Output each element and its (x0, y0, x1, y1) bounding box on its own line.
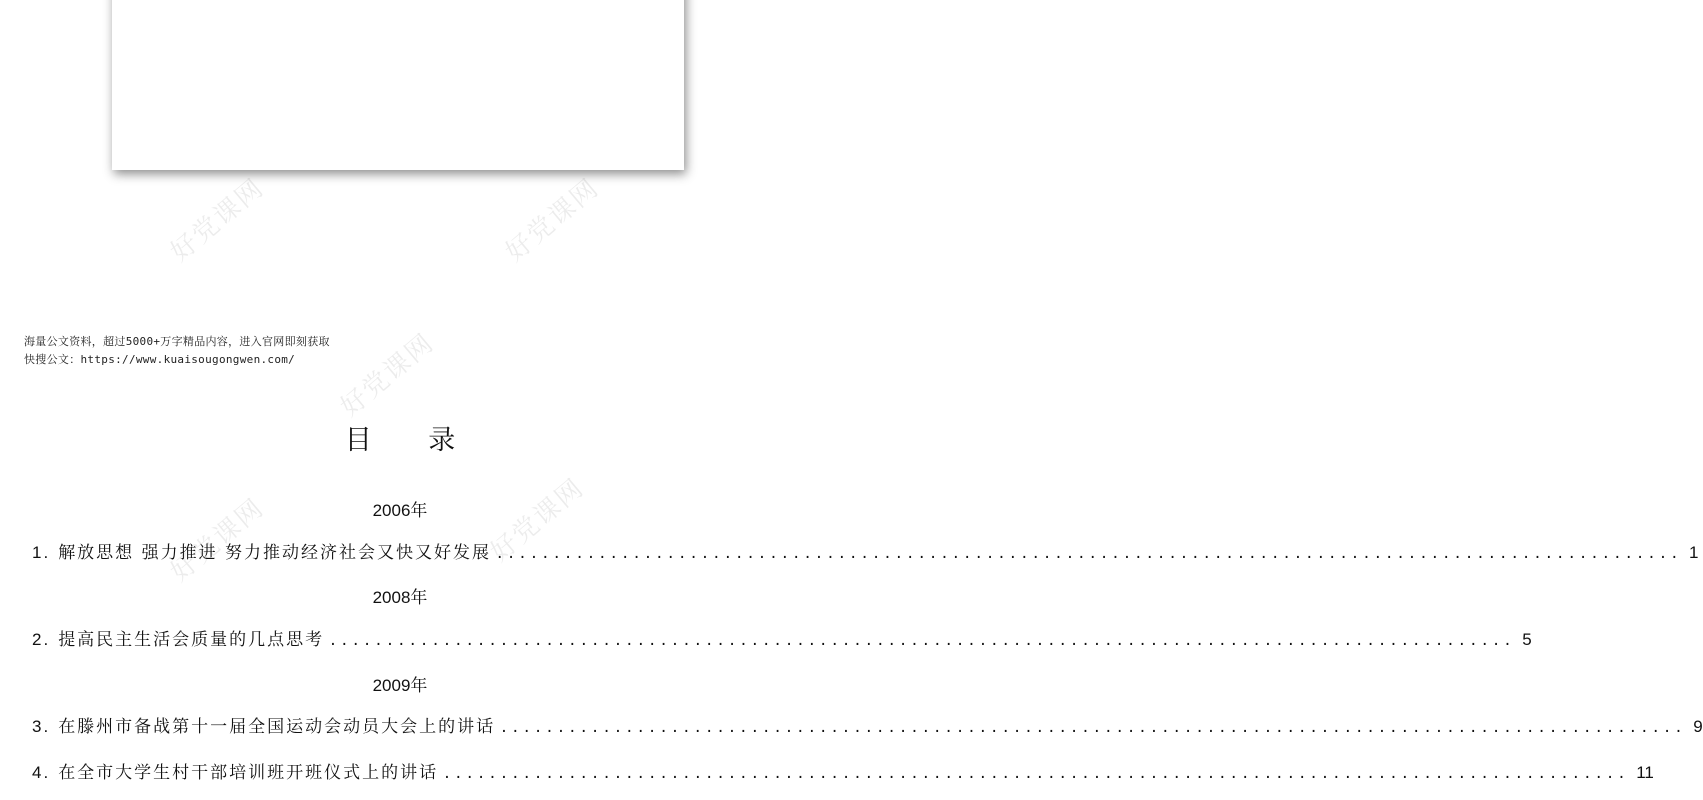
section-year: 2006年 (372, 501, 428, 520)
toc-entry[interactable] (32, 712, 1703, 737)
site-link[interactable]: 快搜公文：https://www.kuaisougongwen.com/ (24, 353, 296, 366)
watermark: 好党课网 (165, 172, 271, 268)
leader-dots: ........................................................................................................ (497, 543, 1683, 563)
entry-page: 1 (1689, 543, 1699, 562)
leader-dots: ........................................................................................................ (501, 717, 1688, 737)
watermark: 好党课网 (165, 492, 271, 588)
entry-title: 在全市大学生村干部培训班开班仪式上的讲话 (58, 763, 439, 783)
toc-entry[interactable] (32, 538, 1699, 563)
entry-number: 3. (32, 717, 51, 736)
watermark: 好党课网 (335, 327, 441, 423)
watermark: 好党课网 (485, 472, 591, 568)
entry-title: 提高民主生活会质量的几点思考 (58, 630, 325, 650)
section-year: 2008年 (372, 588, 428, 607)
section-year: 2009年 (372, 676, 428, 695)
entry-title: 在滕州市备战第十一届全国运动会动员大会上的讲话 (58, 717, 496, 737)
toc-entry[interactable] (32, 625, 1532, 650)
watermark: 好党课网 (500, 172, 606, 268)
promo-text: 海量公文资料，超过5000+万字精品内容，进入官网即刻获取 (24, 335, 330, 348)
entry-page: 11 (1636, 763, 1654, 782)
entry-page: 9 (1693, 717, 1703, 736)
entry-title: 解放思想 强力推进 努力推动经济社会又快又好发展 (58, 543, 491, 563)
entry-page: 5 (1522, 630, 1532, 649)
entry-number: 2. (32, 630, 51, 649)
leader-dots: ........................................................................................................ (330, 630, 1517, 650)
toc-entry[interactable] (32, 758, 1654, 783)
document-preview-card (112, 0, 684, 170)
entry-number: 1. (32, 543, 51, 562)
toc-title: 目 录 (344, 425, 480, 456)
leader-dots: ........................................................................................................ (444, 763, 1631, 783)
entry-number: 4. (32, 763, 51, 782)
